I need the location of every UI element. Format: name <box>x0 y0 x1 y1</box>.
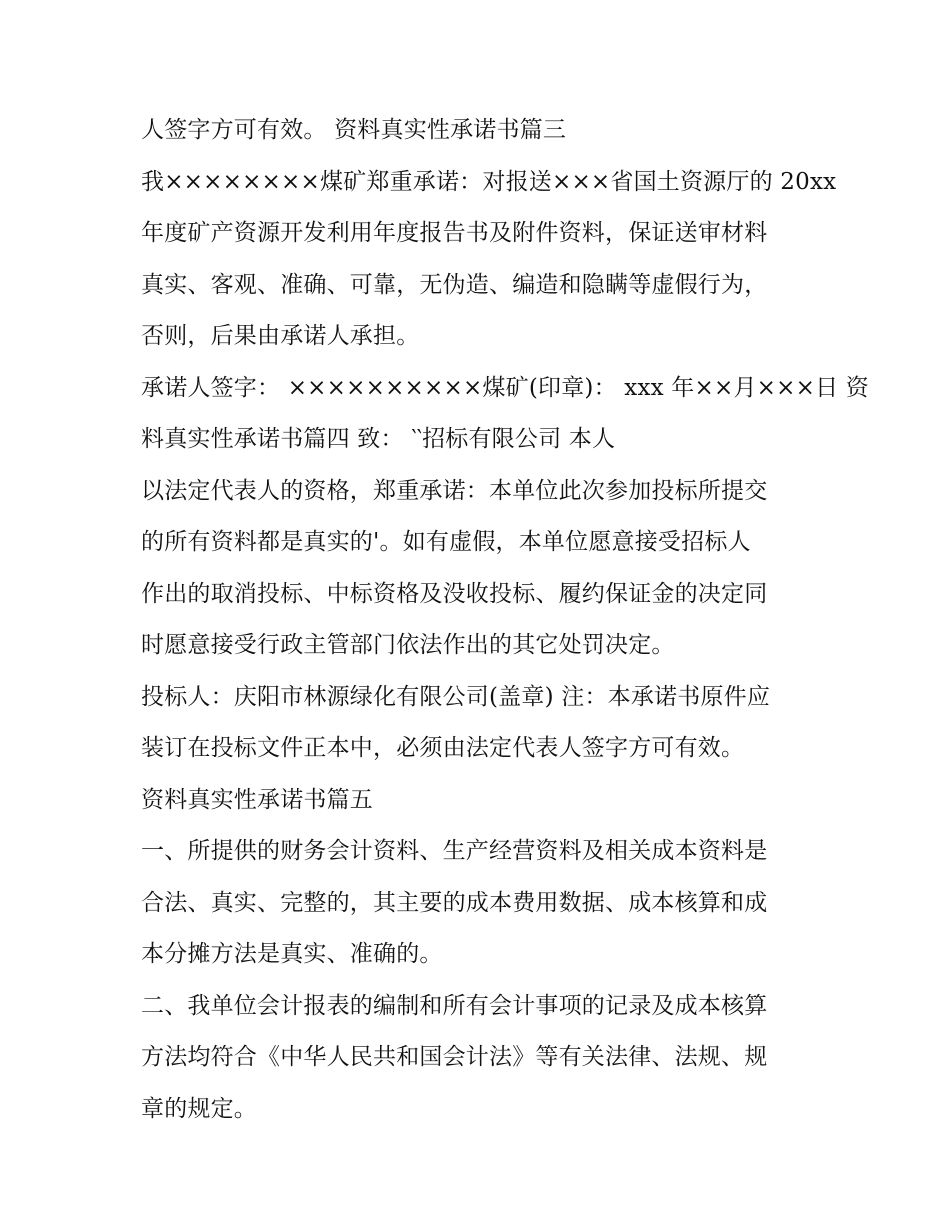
text-line: 的所有资料都是真实的'。如有虚假，本单位愿意接受招标人 <box>141 529 751 555</box>
text-line: 合法、真实、完整的，其主要的成本费用数据、成本核算和成 <box>141 889 768 916</box>
text-line: 料真实性承诺书篇四 致： ‵‵招标有限公司 本人 <box>141 426 616 452</box>
text-line: 时愿意接受行政主管部门依法作出的其它处罚决定。 <box>141 632 675 658</box>
text-line: 章的规定。 <box>141 1095 257 1122</box>
text-line: 否则，后果由承诺人承担。 <box>141 323 420 349</box>
text-line: 以法定代表人的资格，郑重承诺：本单位此次参加投标所提交 <box>141 477 768 504</box>
text-line: 本分摊方法是真实、准确的。 <box>141 941 443 967</box>
text-line: 人签字方可有效。 资料真实性承诺书篇三 <box>141 117 567 143</box>
text-line: 年度矿产资源开发利用年度报告书及附件资料，保证送审材料 <box>141 220 768 246</box>
text-line: 我××××××××煤矿郑重承诺：对报送×××省国土资源厅的 20xx <box>141 168 837 195</box>
text-line: 作出的取消投标、中标资格及没收投标、履约保证金的决定同 <box>141 580 768 607</box>
text-line: 二、我单位会计报表的编制和所有会计事项的记录及成本核算 <box>141 992 768 1019</box>
section-heading: 资料真实性承诺书篇五 <box>141 786 373 813</box>
text-line: 装订在投标文件正本中，必须由法定代表人签字方可有效。 <box>141 735 745 761</box>
text-line: 一、所提供的财务会计资料、生产经营资料及相关成本资料是 <box>141 838 768 864</box>
text-line: 承诺人签字： ××××××××××煤矿(印章)： xxx 年××月×××日 资 <box>141 374 869 401</box>
text-line: 真实、客观、准确、可靠，无伪造、编造和隐瞒等虚假行为， <box>141 271 768 298</box>
text-line: 方法均符合《中华人民共和国会计法》等有关法律、法规、规 <box>141 1044 768 1070</box>
document-body <box>141 110 869 1140</box>
text-line: 投标人：庆阳市林源绿化有限公司(盖章) 注：本承诺书原件应 <box>141 683 771 710</box>
